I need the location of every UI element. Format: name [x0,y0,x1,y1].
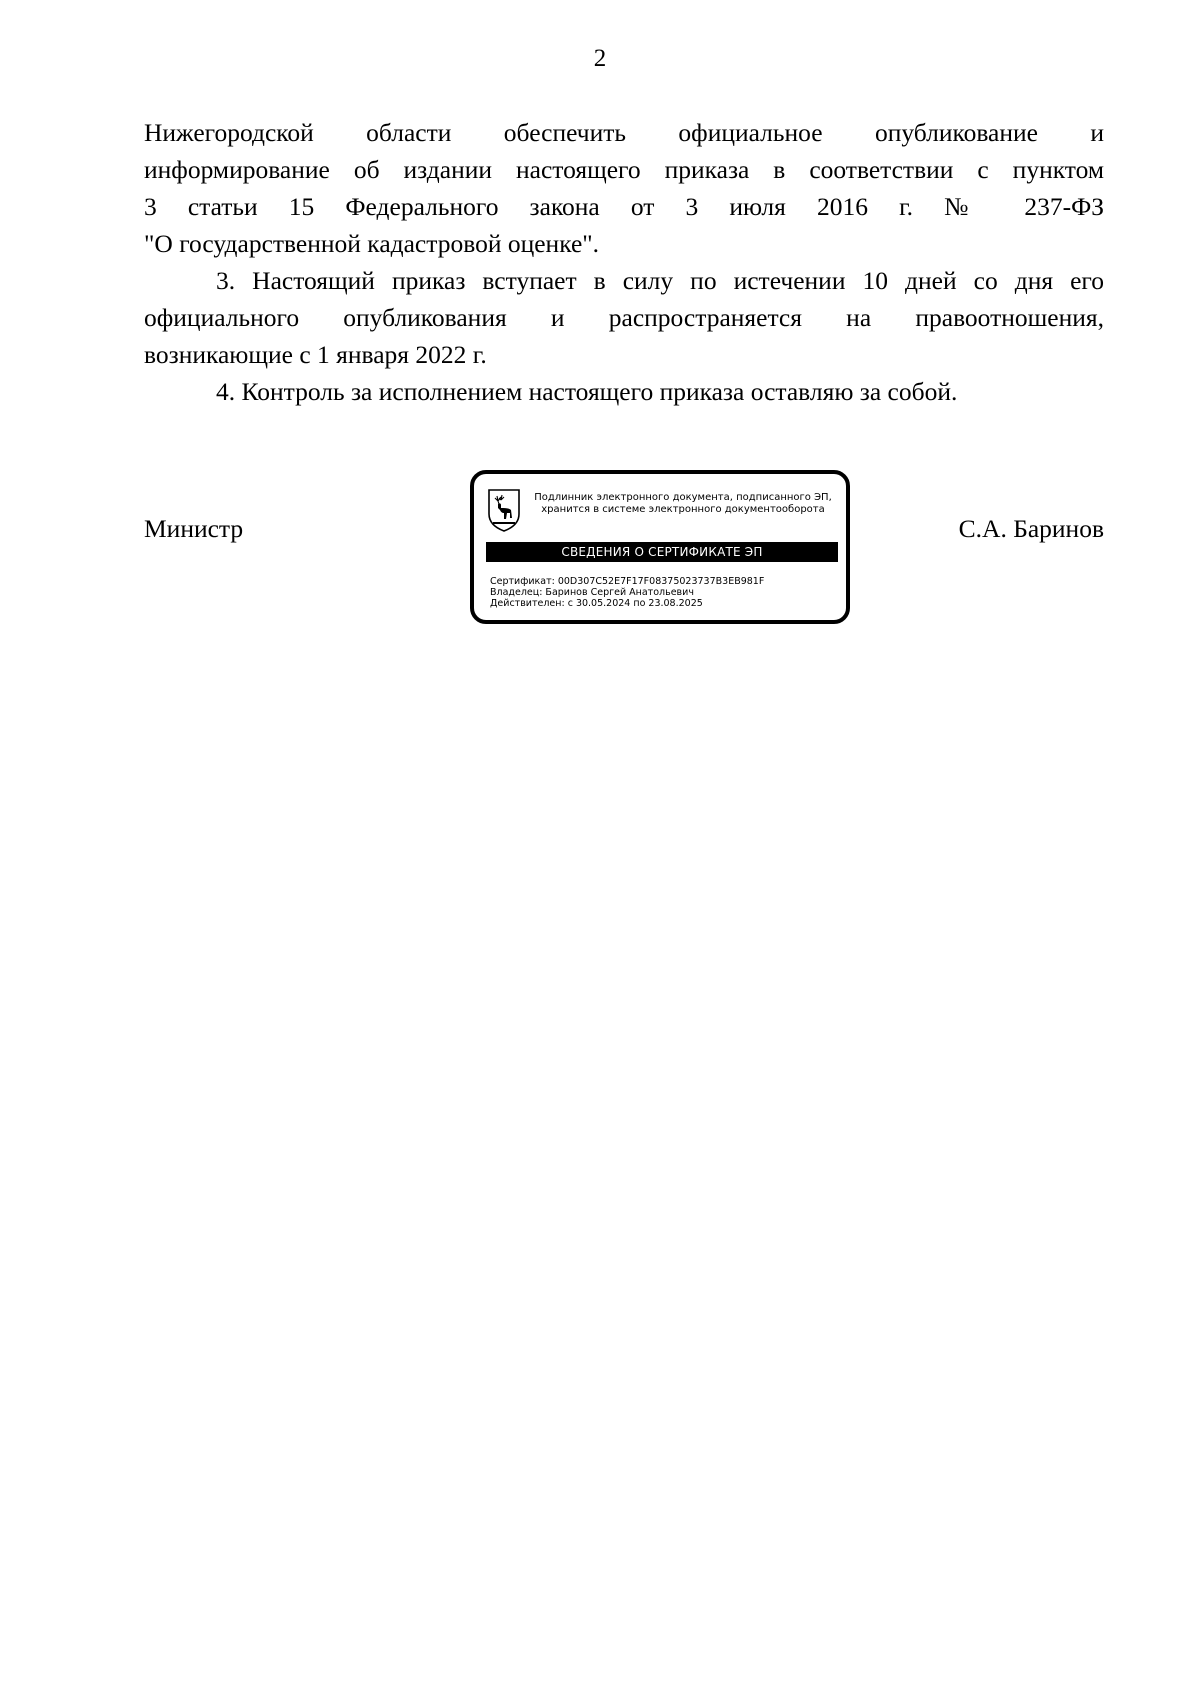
certificate-serial: Сертификат: 00D307C52E7F17F08375023737B3EB981F [490,576,765,587]
page-number: 2 [593,45,607,72]
paragraph-publication [144,114,1104,262]
text-line: возникающие с 1 января 2022 г. [144,340,487,369]
certificate-details [490,576,840,609]
signatory-name: С.А. Баринов [958,514,1104,543]
signatory-position: Министр [144,514,244,543]
text-line: информирование об издании настоящего приказа в соответствии с пунктом [144,155,1104,184]
text-line: Нижегородской области обеспечить официальное опубликование и [144,118,1104,147]
paragraph-item-3 [144,262,1104,373]
stamp-header-line: хранится в системе электронного документооборота [541,504,825,515]
text-line: 3 статьи 15 Федерального закона от 3 июля 2016 г. № 237-ФЗ [144,192,1104,221]
certificate-validity: Действителен: с 30.05.2024 по 23.08.2025 [490,598,703,609]
text-line: 3. Настоящий приказ вступает в силу по истечении 10 дней со дня его [216,266,1104,295]
stamp-header-line: Подлинник электронного документа, подписанного ЭП, [534,492,832,503]
text-line: официального опубликования и распространяется на правоотношения, [144,303,1104,332]
certificate-info-title: СВЕДЕНИЯ О СЕРТИФИКАТЕ ЭП [486,542,838,562]
stamp-header [524,492,842,516]
deer-emblem-icon [486,488,522,532]
certificate-owner: Владелец: Баринов Сергей Анатольевич [490,587,694,598]
text-line: "О государственной кадастровой оценке". [144,229,600,258]
signature-block [144,470,1104,640]
electronic-signature-stamp [470,470,850,624]
paragraph-item-4 [144,373,1104,410]
document-body [144,114,1104,410]
text-line: 4. Контроль за исполнением настоящего приказа оставляю за собой. [216,377,958,406]
